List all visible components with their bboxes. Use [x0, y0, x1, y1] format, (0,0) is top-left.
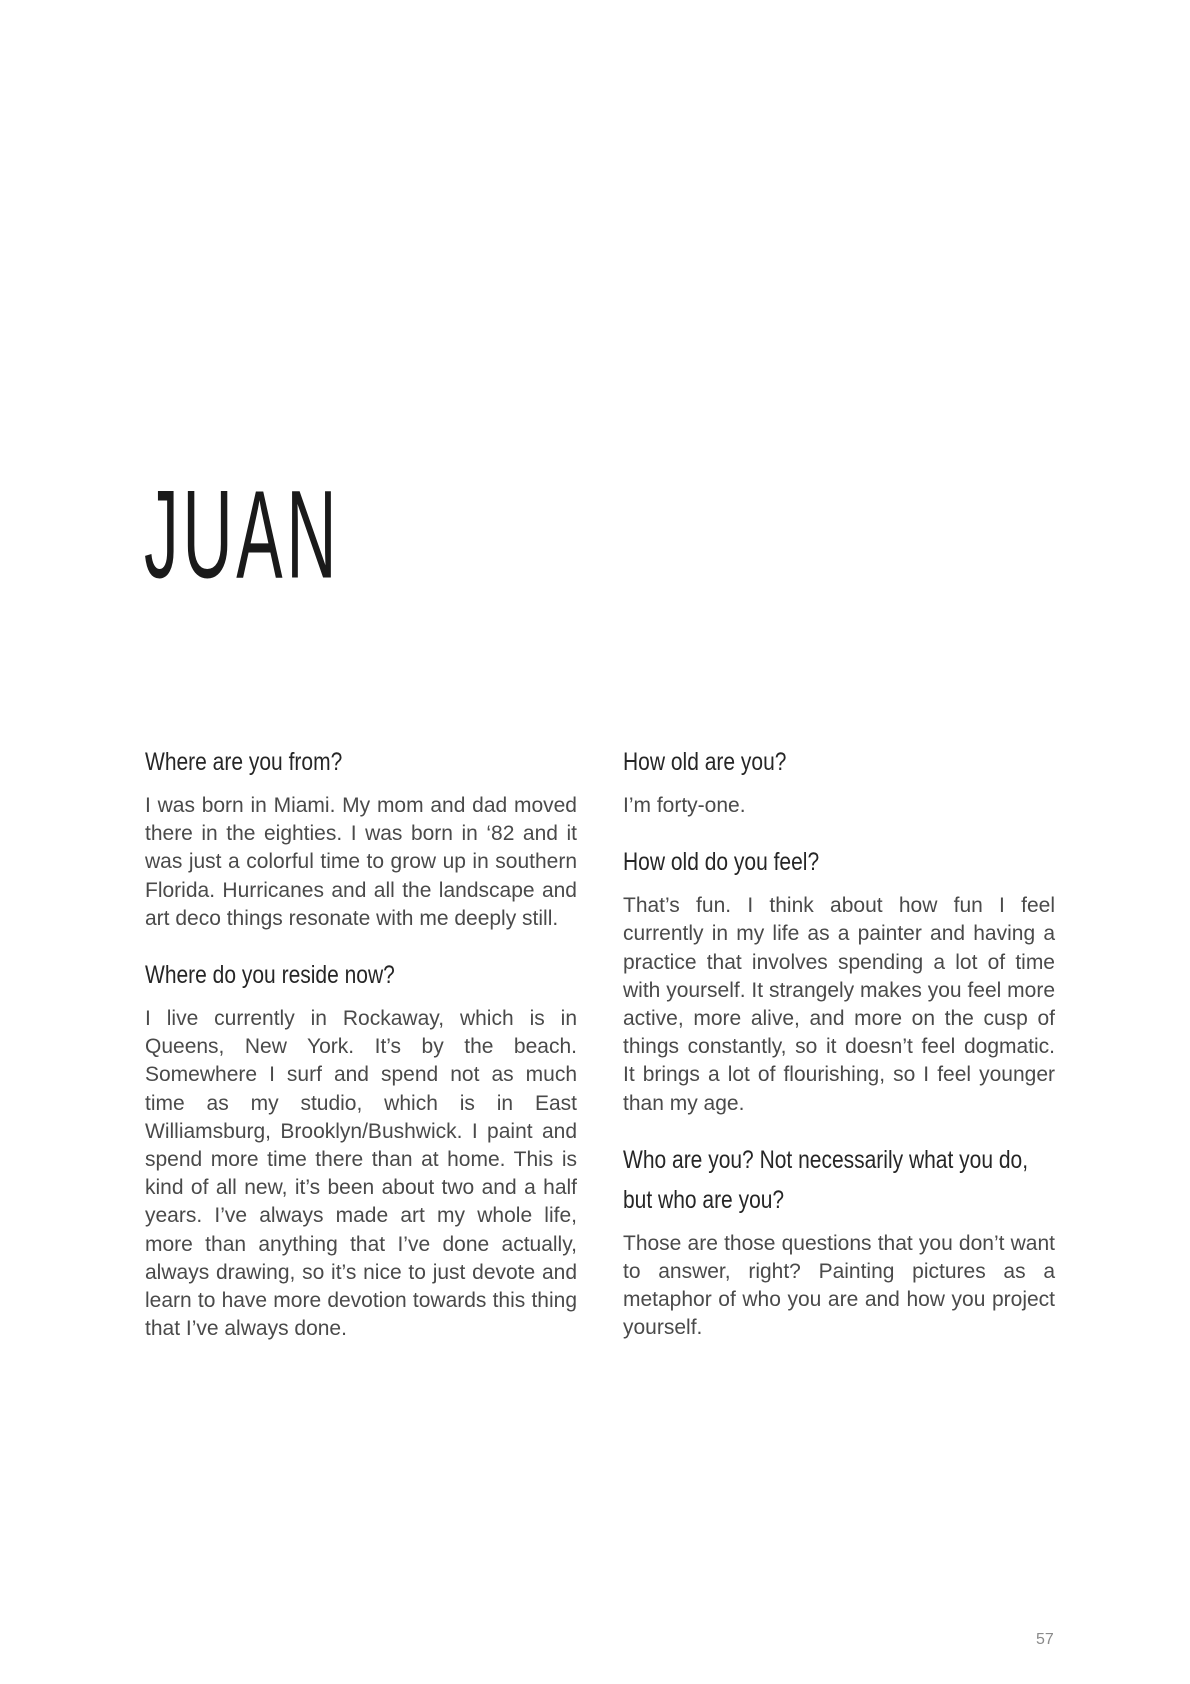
qa-block: [145, 742, 577, 933]
page-number: 57: [1036, 1631, 1054, 1648]
left-column: [145, 742, 577, 1365]
question-heading: Where are you from?: [145, 748, 343, 776]
right-column: [623, 742, 1055, 1365]
qa-block: [623, 1140, 1055, 1343]
question-heading: How old are you?: [623, 748, 787, 776]
qa-block: [623, 842, 1055, 1118]
question-heading: How old do you feel?: [623, 848, 820, 877]
answer-paragraph: That’s fun. I think about how fun I feel currently in my life as a painter and having a practice that involves spending a lot of time with yourself. It strangely makes you feel more active, more alive, and more on the cusp of things constantly, so it doesn’t feel dogmatic. It brings a lot of flourishing, so I feel younger than my age.: [623, 894, 1055, 1115]
answer-paragraph: Those are those questions that you don’t want to answer, right? Painting pictures as a metaphor of who you are and how you project yourself.: [623, 1231, 1055, 1340]
interviewee-name-title: JUAN: [144, 464, 341, 605]
question-heading: Where do you reside now?: [145, 961, 395, 990]
answer-paragraph: I was born in Miami. My mom and dad moved there in the eighties. I was born in ‘82 and it was just a colorful time to grow up in southern Florida. Hurricanes and all the landscape and art deco things resonate with me deeply still.: [145, 794, 577, 930]
qa-block: [145, 955, 577, 1343]
answer-paragraph: I live currently in Rockaway, which is in Queens, New York. It’s by the beach. Somewhere I surf and spend not as much time as my studio, which is in East Williamsburg, Brooklyn/Bushwick. I paint and spend more time there than at home. This is kind of all new, it’s been about two and a half years. I’ve always made art my whole life, more than anything that I’ve done actually, always drawing, so it’s nice to just devote and learn to have more devotion towards this thing that I’ve always done.: [145, 1007, 577, 1341]
answer-paragraph: I’m forty-one.: [623, 794, 746, 817]
qa-block: [623, 742, 1055, 820]
question-heading: Who are you? Not necessarily what you do, but who are you?: [623, 1145, 1029, 1214]
